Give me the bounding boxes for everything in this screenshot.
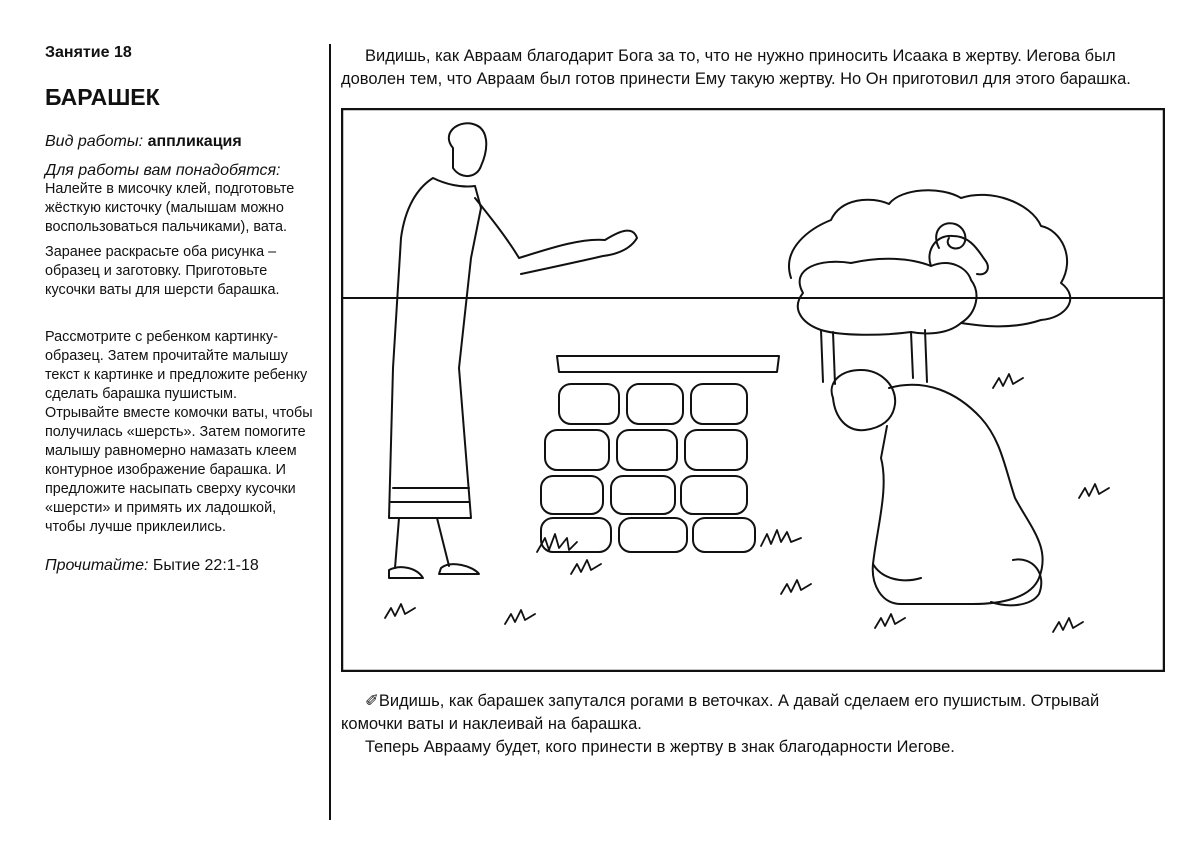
prep-text: Заранее раскрасьте оба рисунка – образец и заготовку. Приготовьте кусочки ваты для шерсти барашка. [45,244,280,298]
read-label: Прочитайте: [45,557,149,574]
spacer [45,306,315,328]
ram [798,223,988,384]
bottom-text [341,690,1161,759]
reading-reference [45,557,315,575]
lesson-title: БАРАШЕК [45,84,160,110]
work-type-value: аппликация [147,133,242,150]
coloring-illustration [341,108,1165,672]
instructions-text: Рассмотрите с ребенком картинку-образец. Затем прочитайте малышу текст к картинке и предложите ребенку сделать барашка пушистым. Отрывайте вместе комочки ваты, чтобы получилась «шерсть». Затем помогите малышу равномерно намазать клеем контурное изображение барашка. И предложите насыпать сверху кусочки «шерсти» и примять их ладошкой, чтобы лучше приклеились. [45,329,313,535]
needs-text: Налейте в мисочку клей, подготовьте жёсткую кисточку (малышам можно воспользоваться пальчиками), вата. [45,181,295,235]
closing-text: Теперь Аврааму будет, кого принести в жертву в знак благодарности Иегове. [365,738,955,756]
work-type [45,133,315,151]
column-divider [329,44,331,820]
intro-text: Видишь, как Авраам благодарит Бога за то, что не нужно приносить Исаака в жертву. Иегова был доволен тем, что Авраам был готов принести Ему такую жертву. Но Он приготовил для этого барашка. [341,47,1131,88]
needs-label: Для работы вам понадобятся: [45,162,281,179]
sidebar [45,44,315,575]
read-ref: Бытие 22:1-18 [152,557,259,574]
task-text: ✐Видишь, как барашек запутался рогами в веточках. А давай сделаем его пушистым. Отрывай комочки ваты и наклеивай на барашка. [341,692,1100,733]
work-type-label: Вид работы: [45,133,144,150]
isaac-figure [832,370,1043,605]
altar [541,356,779,552]
lesson-number: Занятие 18 [45,44,132,61]
